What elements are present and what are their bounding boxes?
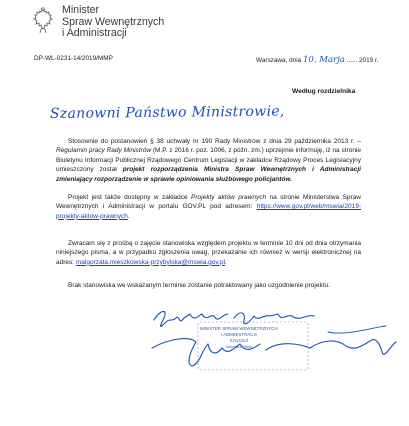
p3-text-a: Zwracam się z prośbą o zajęcie stanowiska względem projektu w terminie 10 dni od dnia otrzymania niniejszego pisma, a w przypadku zgłoszenia uwag, przekazanie ich również w wersji elektronicznej na adres: bbox=[56, 240, 361, 266]
signature-image bbox=[150, 292, 405, 412]
paragraph-1 bbox=[56, 137, 361, 184]
handwritten-salutation: Szanowni Państwo Ministrowie, bbox=[49, 103, 285, 122]
official-stamp bbox=[200, 326, 278, 350]
p1-text-b: (M.P. z 2016 r. poz. 1006, z późn. zm.) uprzejmie informuję, iż na stronie Biuletynu Informacji Publicznej Rządowego Centrum Legislacji w zakładce Rządowy Proces Legislacyjny umieszczony został bbox=[56, 147, 361, 174]
handwritten-date: 10. Marja bbox=[303, 55, 345, 65]
ministry-letterhead bbox=[62, 5, 164, 40]
letterhead-line-2: Spraw Wewnętrznych bbox=[62, 15, 165, 28]
stamp-line-4: Sekretarz Stanu bbox=[225, 345, 252, 349]
stamp-line-3: Krzysztof bbox=[229, 338, 248, 343]
stamp-line-1: MINISTER SPRAW WEWNĘTRZNYCH bbox=[200, 326, 278, 331]
place-date-suffix: ...... 2019 r. bbox=[346, 57, 379, 64]
paragraph-2 bbox=[56, 193, 361, 221]
p1-text-a: Stosownie do postanowień § 38 uchwały nr 190 Rady Ministrów z dnia 29 października 2013 r. – bbox=[68, 138, 361, 145]
p2-text-a: Projekt jest także dostępny w zakładce bbox=[68, 194, 192, 201]
place-date-prefix: Warszawa, dnia bbox=[256, 57, 302, 64]
polish-eagle-icon bbox=[32, 7, 54, 35]
letterhead-line-3: i Administracji bbox=[62, 27, 127, 40]
p2-italic: Projekty aktów prawnych bbox=[191, 194, 267, 201]
recipient-line: Według rozdzielnika bbox=[292, 88, 356, 95]
paragraph-4: Brak stanowiska we wskazanym terminie zostanie potraktowany jako uzgodnienie projektu. bbox=[68, 282, 330, 289]
p1-bold-italic: projekt rozporządzenia Ministra Spraw Wewnętrznych i Administracji zmieniający rozporządzenie w sprawie opiniowania służbowego policjantów. bbox=[56, 166, 361, 183]
stamp-line-2: I ADMINISTRACJI bbox=[220, 332, 257, 337]
paragraph-3 bbox=[56, 239, 361, 267]
p2-text-c: . bbox=[127, 212, 130, 220]
p1-italic: Regulamin pracy Rady Ministrów bbox=[56, 147, 152, 155]
p2-text-b: na stronie Ministerstwa Spraw Wewnętrznych i Administracji w portalu GOV.PL pod adresem: bbox=[56, 194, 361, 211]
project-link[interactable]: https://www.gov.pl/web/mswia/2019-projekty-aktow-prawnych bbox=[56, 203, 361, 220]
email-link[interactable]: malgorzata.mieszkowska-przybylska@mswia.gov.pl bbox=[75, 258, 226, 266]
letterhead-line-1: Minister bbox=[62, 4, 100, 16]
reference-number: DP-WL-0231-14/2019/MMP bbox=[34, 55, 113, 62]
place-date bbox=[256, 55, 379, 65]
p3-text-b: . bbox=[225, 258, 227, 266]
